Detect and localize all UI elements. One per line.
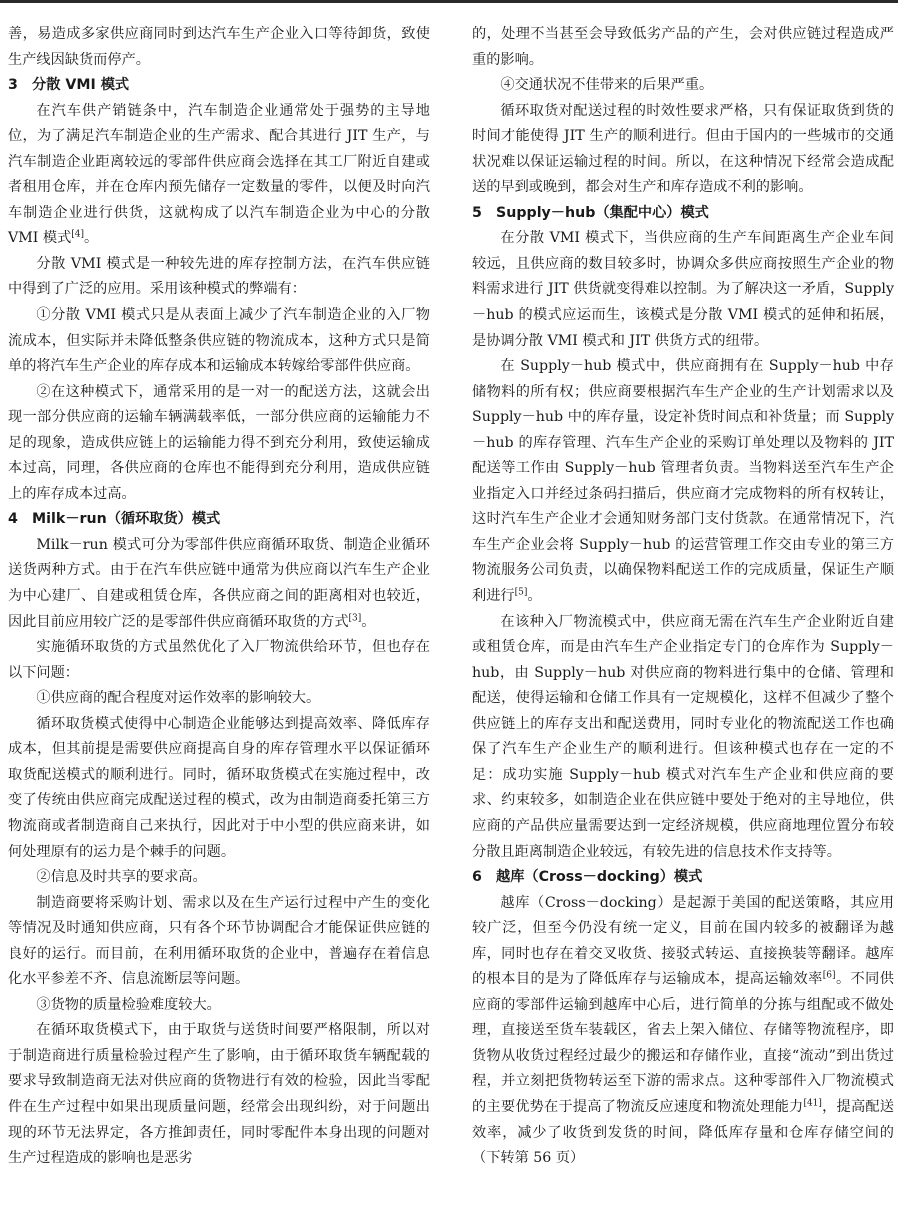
left-column — [8, 22, 430, 1172]
section-heading: 3 分散 VMI 模式 — [8, 77, 130, 94]
paragraph: 越库（Cross－docking）是起源于美国的配送策略，其应用较广泛，但至今仍没有统一定义，目前在国内较多的被翻译为越库，同时也存在着交叉收货、接驳式转运、直接换装等翻译。越库的根本目的是为了降低库存与运输成本，提高运输效率[6]。不同供应商的零部件运输到越库中心后，进行简单的分拣与组配或不做处理，直接送至货车装载区，省去上架入储位、存储等物流程序，即货物从收货过程经过最少的搬运和存储作业，直接“流动”到出货过程，并立刻把货物转运至下游的需求点。这种零部件入厂物流模式的主要优势在于提高了物流反应速度和物流处理能力[41]，提高配送效率，减少了收货到发货的时间，降低库存量和仓库存储空间的（下转第 56 页） — [472, 894, 894, 1167]
header-rule — [0, 0, 898, 3]
paragraph: ②在这种模式下，通常采用的是一对一的配送方法，这就会出现一部分供应商的运输车辆满载率低，一部分供应商的运输能力不足的现象，造成供应链上的运输能力得不到充分利用，致使运输成本过高，同理，各供应商的仓库也不能得到充分利用，造成供应链上的库存成本过高。 — [8, 383, 430, 502]
section-heading: 4 Milk－run（循环取货）模式 — [8, 511, 221, 528]
paragraph: 分散 VMI 模式是一种较先进的库存控制方法，在汽车供应链中得到了广泛的应用。采用该种模式的弊端有： — [8, 255, 430, 298]
citation: [41] — [803, 1098, 822, 1109]
paragraph: Milk－run 模式可分为零部件供应商循环取货、制造企业循环送货两种方式。由于在汽车供应链中通常为供应商以汽车生产企业为中心建厂、自建或租赁仓库，各供应商之间的距离相对也较近，因此目前应用较广泛的是零部件供应商循环取货的方式[3]。 — [8, 536, 430, 630]
paragraph: ④交通状况不佳带来的后果严重。 — [500, 77, 714, 94]
paragraph: 善，易造成多家供应商同时到达汽车生产企业入口等待卸货，致使生产线因缺货而停产。 — [8, 26, 430, 68]
citation: [3] — [348, 612, 362, 623]
paragraph: 在 Supply－hub 模式中，供应商拥有在 Supply－hub 中存储物料的所有权；供应商要根据汽车生产企业的生产计划需求以及 Supply－hub 中的库存量，设定补货时间点和补货量；而 Supply－hub 的库存管理、汽车生产企业的采购订单处理以及物料的 JIT 配送等工作由 Supply－hub 管理者负责。当物料送至汽车生产企业指定入口并经过条码扫描后，供应商才完成物料的所有权转让，这时汽车生产企业才会通知财务部门支付货款。在通常情况下，汽车生产企业会将 Supply－hub 的运营管理工作交由专业的第三方物流服务公司负责，以确保物料配送工作的完成质量，保证生产顺利进行[5]。 — [472, 358, 894, 605]
paragraph: 制造商要将采购计划、需求以及在生产运行过程中产生的变化等情况及时通知供应商，只有各个环节协调配合才能保证供应链的良好的运行。而目前，在利用循环取货的企业中，普遍存在着信息化水平参差不齐、信息流断层等问题。 — [8, 894, 430, 988]
citation: [4] — [71, 229, 85, 240]
paragraph: 在该种入厂物流模式中，供应商无需在汽车生产企业附近自建或租赁仓库，而是由汽车生产企业指定专门的仓库作为 Supply－hub，由 Supply－hub 对供应商的物料进行集中的仓储、管理和配送，使得运输和仓储工作具有一定规模化，这样不但减少了整个供应链上的库存支出和配送费用，同时专业化的物流配送工作也确保了汽车生产企业生产的顺利进行。但该种模式也存在一定的不足：成功实施 Supply－hub 模式对汽车生产企业和供应商的要求、约束较多，如制造企业在供应链中要处于绝对的主导地位，供应商的产品供应量需要达到一定经济规模，供应商地理位置分布较分散且距离制造企业较远，有较先进的信息技术作支持等。 — [472, 613, 894, 860]
paragraph: 实施循环取货的方式虽然优化了入厂物流供给环节，但也存在以下问题： — [8, 639, 430, 681]
citation: [6] — [822, 970, 836, 981]
paragraph: 在分散 VMI 模式下，当供应商的生产车间距离生产企业车间较远，且供应商的数目较多时，协调众多供应商按照生产企业的物料需求进行 JIT 供货就变得难以控制。为了解决这一矛盾，Supply－hub 的模式应运而生，该模式是分散 VMI 模式的延伸和拓展，是协调分散 VMI 模式和 JIT 供货方式的纽带。 — [472, 230, 894, 349]
section-heading: 6 越库（Cross－docking）模式 — [472, 869, 703, 886]
paragraph: 在汽车供产销链条中，汽车制造企业通常处于强势的主导地位，为了满足汽车制造企业的生产需求、配合其进行 JIT 生产，与汽车制造企业距离较远的零部件供应商会选择在其工厂附近自建或者租用仓库，并在仓库内预先储存一定数量的零件，以便及时向汽车制造企业进行供货，这就构成了以汽车制造企业为中心的分散 VMI 模式[4]。 — [8, 102, 430, 247]
paragraph: ②信息及时共享的要求高。 — [36, 869, 207, 886]
paragraph: ①分散 VMI 模式只是从表面上减少了汽车制造企业的入厂物流成本，但实际并未降低整条供应链的物流成本，这种方式只是简单的将汽车生产企业的库存成本和运输成本转嫁给零部件供应商。 — [8, 307, 430, 375]
citation: [5] — [514, 587, 528, 598]
paragraph: ③货物的质量检验难度较大。 — [36, 996, 221, 1013]
right-column — [472, 22, 894, 1172]
paragraph: 循环取货模式使得中心制造企业能够达到提高效率、降低库存成本，但其前提是需要供应商提高自身的库存管理水平以保证循环取货配送模式的顺利进行。同时，循环取货模式在实施过程中，改变了传统由供应商完成配送过程的模式，改为由制造商委托第三方物流商或者制造商自己来执行，因此对于中小型的供应商来讲，如何处理原有的运力是个棘手的问题。 — [8, 715, 430, 860]
paragraph: 的，处理不当甚至会导致低劣产品的产生，会对供应链过程造成严重的影响。 — [472, 26, 894, 68]
paragraph: 在循环取货模式下，由于取货与送货时间要严格限制，所以对于制造商进行质量检验过程产生了影响，由于循环取货车辆配载的要求导致制造商无法对供应商的货物进行有效的检验，因此当零配件在生产过程中如果出现质量问题，经常会出现纠纷，对于问题出现的环节无法界定，各方推卸责任，同时零配件本身出现的问题对生产过程造成的影响也是恶劣 — [8, 1022, 430, 1167]
paragraph: ①供应商的配合程度对运作效率的影响较大。 — [36, 690, 321, 707]
paragraph: 循环取货对配送过程的时效性要求严格，只有保证取货到货的时间才能使得 JIT 生产的顺利进行。但由于国内的一些城市的交通状况难以保证运输过程的时间。所以，在这种情况下经常会造成配送的早到或晚到，都会对生产和库存造成不利的影响。 — [472, 102, 894, 196]
section-heading: 5 Supply－hub（集配中心）模式 — [472, 204, 709, 221]
